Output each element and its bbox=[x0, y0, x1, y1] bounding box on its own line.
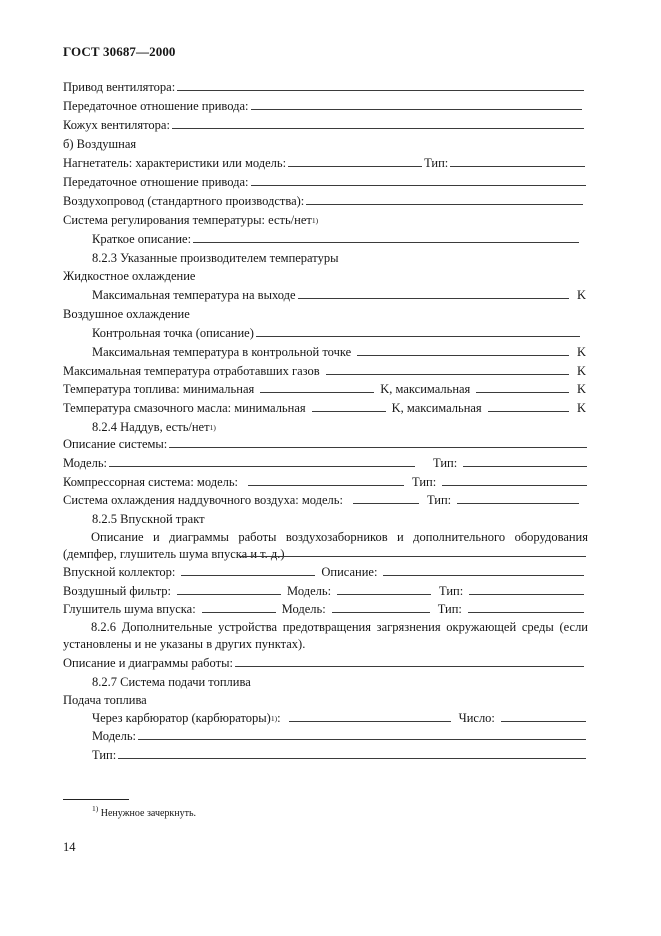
model-type-label: Тип: bbox=[433, 456, 458, 470]
max-exhaust-temp-field[interactable] bbox=[326, 364, 569, 375]
section-827-row bbox=[92, 674, 251, 690]
charge-air-cooling-model-field[interactable] bbox=[353, 493, 419, 504]
section-823-row bbox=[92, 250, 338, 266]
air-duct-row bbox=[63, 193, 585, 209]
blower-type-label: Тип: bbox=[424, 156, 449, 170]
oil-temp-max-label: K, максимальная bbox=[391, 401, 482, 415]
charge-air-cooling-type-label: Тип: bbox=[426, 493, 452, 507]
fuel-temp-min-field[interactable] bbox=[260, 382, 374, 393]
max-control-point-temp-label: Максимальная температура в контрольной точке bbox=[92, 345, 352, 359]
section-825-row bbox=[92, 511, 205, 527]
model-row bbox=[63, 455, 589, 471]
footnote-mark: 1) bbox=[92, 803, 99, 813]
max-control-point-temp-field[interactable] bbox=[357, 345, 569, 356]
temp-control-label: Система регулирования температуры: есть/нет bbox=[63, 213, 312, 227]
drive-ratio-2-row bbox=[63, 174, 588, 190]
air-cooling-label: Воздушное охлаждение bbox=[63, 307, 190, 321]
model-label: Модель: bbox=[63, 456, 108, 470]
air-duct-label: Воздухопровод (стандартного производства): bbox=[63, 194, 305, 208]
section-823-heading: 8.2.3 Указанные производителем температуры bbox=[92, 251, 339, 265]
intake-silencer-row bbox=[63, 601, 586, 617]
max-control-point-temp-row bbox=[92, 344, 586, 360]
fan-shroud-label: Кожух вентилятора: bbox=[63, 118, 170, 132]
short-desc-label: Краткое описание: bbox=[92, 232, 192, 246]
liquid-cooling-label: Жидкостное охлаждение bbox=[63, 269, 196, 283]
unit-k: K bbox=[576, 364, 586, 378]
drive-ratio-field[interactable] bbox=[251, 99, 583, 110]
max-exhaust-temp-label: Максимальная температура отработавших газов bbox=[63, 364, 320, 378]
fan-drive-field[interactable] bbox=[177, 80, 584, 91]
type-2-label: Тип: bbox=[92, 748, 117, 762]
intake-desc-field[interactable] bbox=[239, 546, 586, 557]
short-desc-row bbox=[92, 231, 581, 247]
intake-desc-field-row bbox=[237, 546, 588, 562]
liquid-cooling-row bbox=[63, 268, 195, 284]
compressor-type-field[interactable] bbox=[442, 475, 587, 486]
air-duct-field[interactable] bbox=[306, 194, 583, 205]
air-cooling-row bbox=[63, 306, 190, 322]
air-filter-field[interactable] bbox=[177, 584, 281, 595]
intake-silencer-field[interactable] bbox=[202, 602, 276, 613]
max-outlet-temp-field[interactable] bbox=[298, 288, 569, 299]
unit-k: K bbox=[576, 401, 586, 415]
air-filter-type-field[interactable] bbox=[469, 584, 584, 595]
short-desc-field[interactable] bbox=[193, 232, 579, 243]
intake-silencer-type-label: Тип: bbox=[437, 602, 462, 616]
section-824-row: 8.2.4 Наддув, есть/нет $^{1)}$ bbox=[92, 420, 216, 434]
section-824-heading: 8.2.4 Наддув, есть/нет bbox=[92, 420, 210, 434]
blower-model-field[interactable] bbox=[288, 156, 422, 167]
intake-manifold-row bbox=[63, 564, 586, 580]
air-filter-model-field[interactable] bbox=[337, 584, 431, 595]
intake-manifold-desc-label: Описание: bbox=[321, 565, 378, 579]
carburetor-row: Через карбюратор (карбюраторы) $^{1)}$ : Число: bbox=[92, 710, 588, 726]
section-826-text: 8.2.6 Дополнительные устройства предотвращения загрязнения окружающей среды (если установлены и не указаны в других пунктах). bbox=[63, 620, 588, 651]
fuel-temp-row bbox=[63, 381, 586, 397]
blower-type-field[interactable] bbox=[450, 156, 585, 167]
intake-manifold-desc-field[interactable] bbox=[383, 565, 584, 576]
compressor-label: Компрессорная система: модель: bbox=[63, 475, 239, 489]
oil-temp-row bbox=[63, 400, 586, 416]
model-field[interactable] bbox=[109, 456, 415, 467]
model-2-field[interactable] bbox=[138, 729, 586, 740]
intake-silencer-type-field[interactable] bbox=[468, 602, 584, 613]
fan-drive-row bbox=[63, 79, 586, 95]
fan-shroud-field[interactable] bbox=[172, 118, 584, 129]
intake-silencer-model-field[interactable] bbox=[332, 602, 430, 613]
unit-k: K bbox=[576, 288, 586, 302]
air-cooling-heading: б) Воздушная bbox=[63, 137, 137, 151]
type-2-row bbox=[92, 747, 588, 763]
unit-k: K bbox=[576, 345, 586, 359]
compressor-row bbox=[63, 474, 589, 490]
max-outlet-temp-label: Максимальная температура на выходе bbox=[92, 288, 296, 302]
fuel-temp-max-label: K, максимальная bbox=[380, 382, 471, 396]
section-827-heading: 8.2.7 Система подачи топлива bbox=[92, 675, 251, 689]
drive-ratio-row bbox=[63, 98, 584, 114]
oil-temp-min-field[interactable] bbox=[312, 401, 386, 412]
blower-label: Нагнетатель: характеристики или модель: bbox=[63, 156, 287, 170]
fuel-supply-row bbox=[63, 692, 147, 708]
fan-drive-label: Привод вентилятора: bbox=[63, 80, 176, 94]
section-826-paragraph bbox=[63, 619, 588, 652]
air-filter-model-label: Модель: bbox=[287, 584, 332, 598]
drive-ratio-2-field[interactable] bbox=[251, 175, 587, 186]
system-desc-row bbox=[63, 436, 589, 452]
document-header: ГОСТ 30687—2000 bbox=[63, 44, 176, 59]
footnote-divider bbox=[63, 799, 129, 800]
control-point-row bbox=[92, 325, 582, 341]
temp-control-row: Система регулирования температуры: есть/нет $^{1)}$ bbox=[63, 213, 319, 227]
charge-air-cooling-row bbox=[63, 492, 581, 508]
air-filter-label: Воздушный фильтр: bbox=[63, 584, 172, 598]
drive-ratio-label: Передаточное отношение привода: bbox=[63, 99, 249, 113]
intake-manifold-field[interactable] bbox=[181, 565, 315, 576]
carburetor-label: Через карбюратор (карбюраторы) bbox=[92, 711, 271, 725]
unit-k: K bbox=[576, 382, 586, 396]
type-2-field[interactable] bbox=[118, 748, 586, 759]
intake-desc-text: Описание и диаграммы работы воздухозаборников и дополнительного оборудования (демпфер, глушитель шума впуска и т. д.) bbox=[63, 530, 588, 561]
fuel-temp-min-label: Температура топлива: минимальная bbox=[63, 382, 255, 396]
count-field[interactable] bbox=[501, 711, 586, 722]
drive-ratio-2-label: Передаточное отношение привода: bbox=[63, 175, 249, 189]
footnote-text: Ненужное зачеркнуть. bbox=[100, 808, 197, 819]
model-2-row bbox=[92, 728, 588, 744]
max-outlet-temp-row bbox=[92, 287, 586, 303]
air-filter-row bbox=[63, 583, 586, 599]
air-filter-type-label: Тип: bbox=[439, 584, 464, 598]
intake-silencer-label: Глушитель шума впуска: bbox=[63, 602, 196, 616]
system-desc-label: Описание системы: bbox=[63, 437, 168, 451]
fan-shroud-row bbox=[63, 117, 586, 133]
model-type-field[interactable] bbox=[463, 456, 587, 467]
charge-air-cooling-type-field[interactable] bbox=[457, 493, 579, 504]
compressor-type-label: Тип: bbox=[412, 475, 437, 489]
intake-manifold-label: Впускной коллектор: bbox=[63, 565, 176, 579]
control-point-label: Контрольная точка (описание) bbox=[92, 326, 254, 340]
air-cooling-heading-row bbox=[63, 136, 136, 152]
desc-diagrams-field[interactable] bbox=[235, 656, 584, 667]
desc-diagrams-row bbox=[63, 655, 586, 671]
blower-row bbox=[63, 155, 587, 171]
model-2-label: Модель: bbox=[92, 729, 137, 743]
compressor-model-field[interactable] bbox=[248, 475, 404, 486]
max-exhaust-temp-row bbox=[63, 363, 586, 379]
footnote bbox=[92, 803, 197, 819]
fuel-temp-max-field[interactable] bbox=[476, 382, 569, 393]
oil-temp-min-label: Температура смазочного масла: минимальная bbox=[63, 401, 306, 415]
carburetor-field[interactable] bbox=[289, 711, 451, 722]
system-desc-field[interactable] bbox=[169, 437, 587, 448]
count-label: Число: bbox=[458, 711, 495, 725]
fuel-supply-label: Подача топлива bbox=[63, 693, 147, 707]
charge-air-cooling-label: Система охлаждения наддувочного воздуха: модель: bbox=[63, 493, 343, 507]
oil-temp-max-field[interactable] bbox=[488, 401, 569, 412]
control-point-field[interactable] bbox=[256, 326, 580, 337]
intake-silencer-model-label: Модель: bbox=[281, 602, 326, 616]
section-825-heading: 8.2.5 Впускной тракт bbox=[92, 512, 205, 526]
page-number: 14 bbox=[63, 840, 76, 854]
desc-diagrams-label: Описание и диаграммы работы: bbox=[63, 656, 233, 670]
